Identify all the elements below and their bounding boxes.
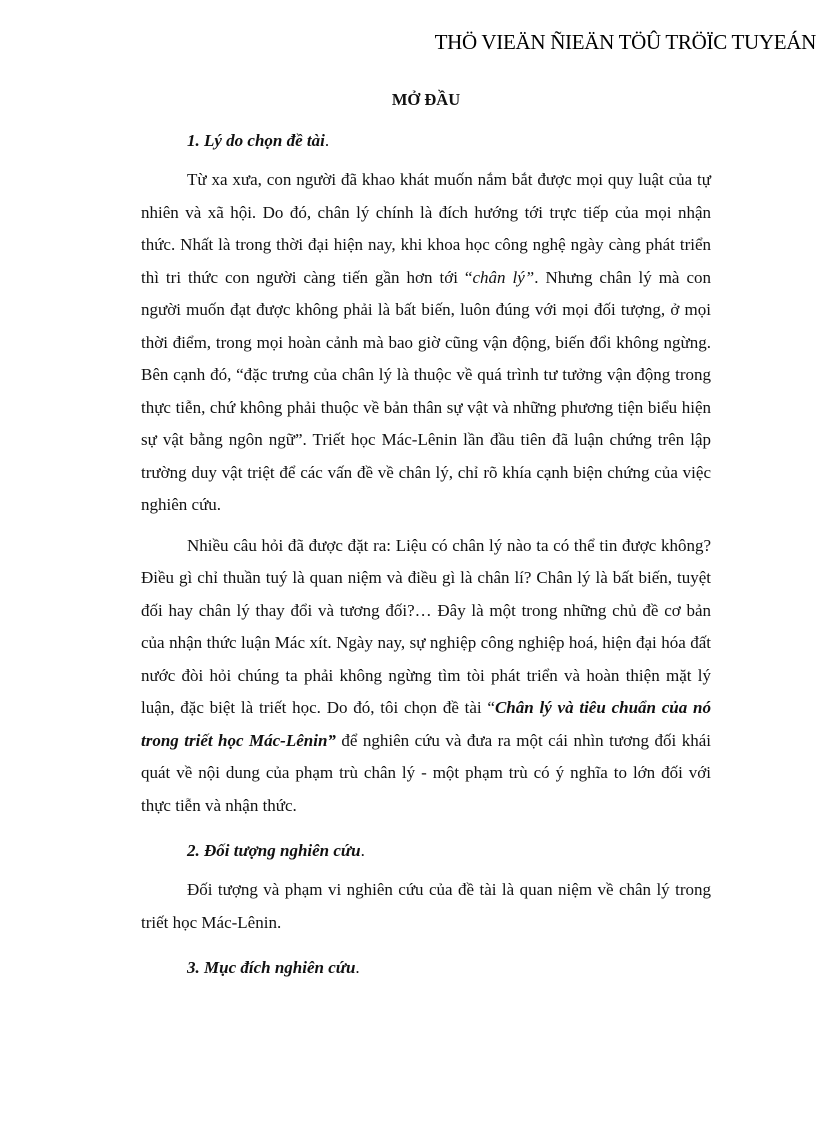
paragraph-reason-1 [141,164,711,522]
section-heading-text: 1. Lý do chọn đề tài [187,131,325,150]
paragraph-text: Từ xa xưa, con người đã khao khát muốn nắm bắt được mọi quy luật của tự nhiên và xã hội. Do đó, chân lý chính là đích hướng tới trực tiếp của mọi nhận thức. Nhất là trong thời đại hiện nay, khi khoa học công nghệ ngày càng phát triển thì tri thức con người càng tiến gần hơn tới “ [141,170,711,287]
document-title: MỞ ĐẦU [391,90,461,109]
heading-period: . [355,958,360,977]
paragraph-subject: Đối tượng và phạm vi nghiên cứu của đề tài là quan niệm về chân lý trong triết học Mác-Lênin. [141,880,711,932]
page-header: THÖ VIEÄN ÑIEÄN TÖÛ TRÖÏC TUYEÁN [434,30,816,54]
section-heading-text: 2. Đối tượng nghiên cứu [187,841,361,860]
section-heading-subject [187,836,711,866]
paragraph-text: để nghiên cứu và đưa ra một cái nhìn tương đối khái quát về nội dung của phạm trù chân lý - một phạm trù có ý nghĩa to lớn đối với thực tiễn và nhận thức. [141,730,711,815]
heading-period: . [360,841,365,860]
section-heading-reason [187,126,711,156]
heading-period: . [324,131,330,150]
italic-phrase: chân lý” [472,267,535,287]
section-heading-text: 3. Mục đích nghiên cứu [187,958,356,977]
section-heading-purpose [187,953,711,983]
document-body [141,90,711,991]
topic-title-phrase: Chân lý và tiêu chuẩn của nó trong triết học Mác-Lênin” [141,698,711,750]
paragraph-reason-2 [141,530,711,823]
paragraph-text: Nhiều câu hỏi đã được đặt ra: Liệu có chân lý nào ta có thể tin được không? Điều gì chỉ thuần tuý là quan niệm và điều gì là chân lí? Chân lý là bất biến, tuyệt đối hay chân lý thay đổi và tương đối?… Đây là một trong những chủ đề cơ bản của nhận thức luận Mác xít. Ngày nay, sự nghiệp công nghiệp hoá, hiện đại hóa đất nước đòi hỏi chúng ta phải không ngừng tìm tòi phát triển và hoàn thiện mặt lý luận, đặc biệt là triết học. Do đó, tôi chọn đề tài “ [141,535,711,717]
paragraph-text: . Nhưng chân lý mà con người muốn đạt được không phải là bất biến, luôn đúng với mọi đối tượng, ở mọi thời điểm, trong mọi hoàn cảnh mà bao giờ cũng vận động, biến đổi không ngừng. Bên cạnh đó, “đặc trưng của chân lý là thuộc về quá trình tư tưởng vận động trong thực tiễn, chứ không phải thuộc về bản thân sự vật và những phương tiện biểu hiện sự vật bằng ngôn ngữ”. Triết học Mác-Lênin lần đầu tiên đã luận chứng trên lập trường duy vật triệt để các vấn đề về chân lý, chỉ rõ khía cạnh biện chứng của việc nghiên cứu. [141,267,712,514]
